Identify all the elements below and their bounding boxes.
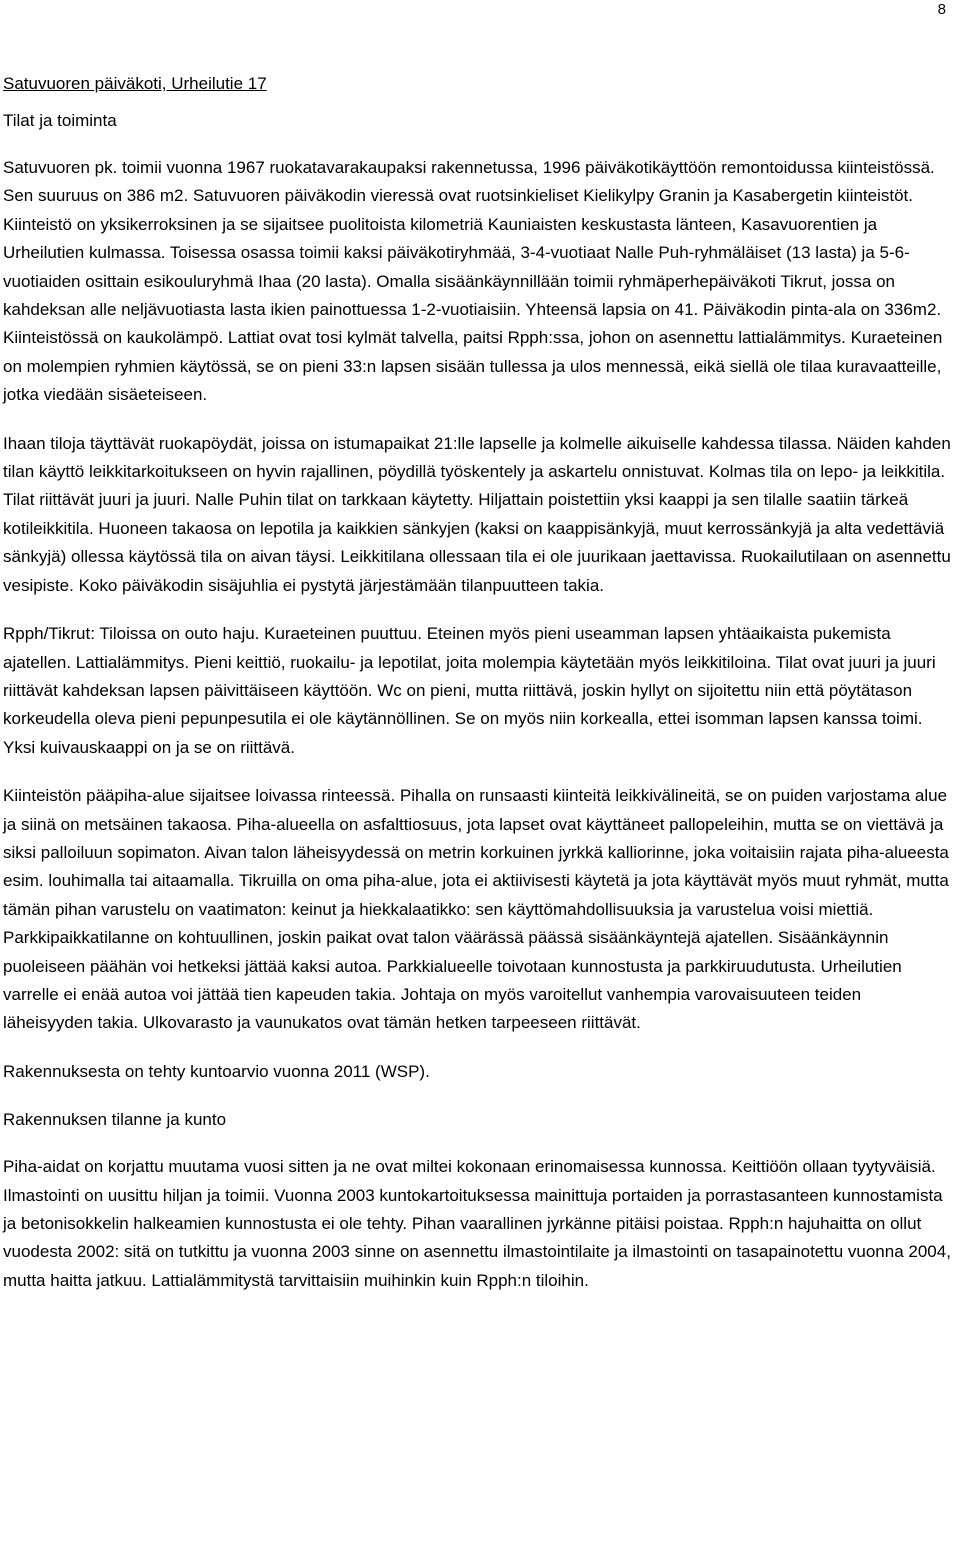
paragraph-assessment: Rakennuksesta on tehty kuntoarvio vuonna 2011 (WSP). [3, 1061, 430, 1081]
paragraph-condition: Piha-aidat on korjattu muutama vuosi sitten ja ne ovat miltei kokonaan erinomaisessa kunnossa. Keittiöön ollaan tyytyväisiä. Ilmastointi on uusittu hiljan ja toimii. Vuonna 2003 kuntokartoituksessa mainittuja portaiden ja porrastasanteen kunnostamista ja betonisokkelin halkeamien kunnostusta ei ole tehty. Pihan vaarallinen jyrkänne pitäisi poistaa. Rpph:n hajuhaitta on ollut vuodesta 2002: sitä on tutkittu ja vuonna 2003 sinne on asennettu ilmastointilaite ja ilmastointi on tasapainotettu vuonna 2004, mutta haitta jatkuu. Lattialämmitystä tarvittaisiin muihinkin kuin Rpph:n tiloihin. [3, 1157, 951, 1290]
document-body [3, 70, 955, 1295]
paragraph-rpph-tikrut: Rpph/Tikrut: Tiloissa on outo haju. Kuraeteinen puuttuu. Eteinen myös pieni useamman lapsen yhtäaikaista pukemista ajatellen. Lattialämmitys. Pieni keittiö, ruokailu- ja lepotilat, joita molempia käytetään myös leikkitiloina. Tilat ovat juuri ja juuri riittävät kahdeksan lapsen päivittäiseen käyttöön. Wc on pieni, mutta riittävä, joskin hyllyt on sijoitettu niin että pöytätason korkeudella oleva pieni pepunpesutila ei ole käytännöllinen. Se on myös niin korkealla, ettei isomman lapsen kanssa toimi. Yksi kuivauskaappi on ja se on riittävä. [3, 624, 936, 757]
section-heading-facilities: Tilat ja toiminta [3, 111, 117, 130]
page-number: 8 [937, 1, 946, 18]
section-heading-condition: Rakennuksen tilanne ja kunto [3, 1110, 227, 1130]
paragraph-ihaa-nallepuh: Ihaan tiloja täyttävät ruokapöydät, joissa on istumapaikat 21:lle lapselle ja kolmelle aikuiselle kahdessa tilassa. Näiden kahden tilan käyttö leikkitarkoitukseen on hyvin rajallinen, pöydillä työskentely ja askartelu onnistuvat. Kolmas tila on lepo- ja leikkitila. Tilat riittävät juuri ja juuri. Nalle Puhin tilat on tarkkaan käytetty. Hiljattain poistettiin yksi kaappi ja sen tilalle saatiin tärkeä kotileikkitila. Huoneen takaosa on lepotila ja kaikkien sänkyjen (kaksi on kaappisänkyjä, muut kerrossänkyjä ja alta vedettäviä sänkyjä) ollessa käytössä tila on aivan täysi. Leikkitilana ollessaan tila ei ole juurikaan jaettavissa. Ruokailutilaan on asennettu vesipiste. Koko päiväkodin sisäjuhlia ei pystytä järjestämään tilanpuutteen takia. [3, 433, 951, 595]
document-title: Satuvuoren päiväkoti, Urheilutie 17 [3, 74, 267, 93]
paragraph-overview: Satuvuoren pk. toimii vuonna 1967 ruokatavarakaupaksi rakennetussa, 1996 päiväkotikäyttöön remontoidussa kiinteistössä. Sen suuruus on 386 m2. Satuvuoren päiväkodin vieressä ovat ruotsinkieliset Kielikylpy Granin ja Kasabergetin kiinteistöt. Kiinteistö on yksikerroksinen ja se sijaitsee puolitoista kilometriä Kauniaisten keskustasta länteen, Kasavuorentien ja Urheilutien kulmassa. Toisessa osassa toimii kaksi päiväkotiryhmää, 3-4-vuotiaat Nalle Puh-ryhmäläiset (13 lasta) ja 5-6-vuotiaiden osittain esikouluryhmä Ihaa (20 lasta). Omalla sisäänkäynnillään toimii ryhmäperhepäiväkoti Tikrut, jossa on kahdeksan alle neljävuotiasta lasta ikien painottuessa 1-2-vuotiaisiin. Yhteensä lapsia on 41. Päiväkodin pinta-ala on 336m2. Kiinteistössä on kaukolämpö. Lattiat ovat tosi kylmät talvella, paitsi Rpph:ssa, johon on asennettu lattialämmitys. Kuraeteinen on molempien ryhmien käytössä, se on pieni 33:n lapsen sisään tullessa ja ulos mennessä, eikä siellä ole tilaa kuravaatteille, jotka viedään sisäeteiseen. [3, 158, 943, 405]
paragraph-yard: Kiinteistön pääpiha-alue sijaitsee loivassa rinteessä. Pihalla on runsaasti kiinteitä leikkivälineitä, se on puiden varjostama alue ja siinä on metsäinen takaosa. Piha-alueella on asfalttiosuus, jota lapset ovat käyttäneet pallopeleihin, mutta se on viettävä ja siksi palloiluun sopimaton. Aivan talon läheisyydessä on metrin korkuinen jyrkkä kalliorinne, joka voitaisiin rajata piha-alueesta esim. louhimalla tai aitaamalla. Tikruilla on oma piha-alue, jota ei aktiivisesti käytetä ja jota käyttävät myös muut ryhmät, mutta tämän pihan varustelu on vaatimaton: keinut ja hiekkalaatikko: sen käyttömahdollisuuksia ja varustelua voisi miettiä. Parkkipaikkatilanne on kohtuullinen, joskin paikat ovat talon väärässä päässä sisäänkäyntejä ajatellen. Sisäänkäynnin puoleiseen päähän voi hetkeksi jättää kaksi autoa. Parkkialueelle toivotaan kunnostusta ja parkkiruudutusta. Urheilutien varrelle ei enää autoa voi jättää tien kapeuden takia. Johtaja on myös varoitellut vanhempia varovaisuuteen teiden läheisyyden takia. Ulkovarasto ja vaunukatos ovat tämän hetken tarpeeseen riittävät. [3, 786, 949, 1033]
